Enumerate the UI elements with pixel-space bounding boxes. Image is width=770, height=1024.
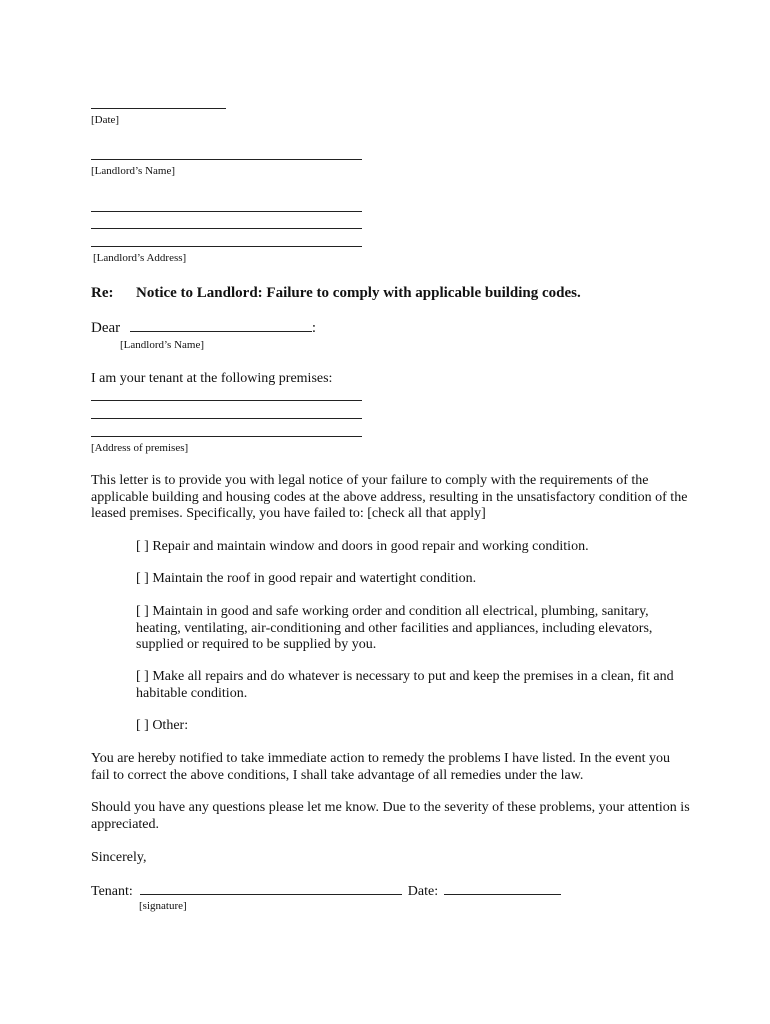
notice-paragraph: This letter is to provide you with legal notice of your failure to comply with the requirements of the applicable building and housing codes at the above address, resulting in the unsatisfactory condition of the leased premises. Specifically, you have failed to: [check all that apply]: [91, 473, 688, 521]
dear-word: Dear: [91, 320, 121, 336]
landlord-address-label: [Landlord’s Address]: [93, 252, 187, 264]
signature-label: [signature]: [139, 900, 187, 912]
checklist-item[interactable]: [ ] Make all repairs and do whatever is necessary to put and keep the premises in a clean, fit and habitable condition.: [136, 669, 674, 701]
action-paragraph: You are hereby notified to take immediate action to remedy the problems I have listed. In the event you fail to correct the above conditions, I shall take advantage of all remedies under the law.: [91, 751, 671, 783]
premises-line-3[interactable]: [91, 436, 362, 437]
tenant-label: Tenant:: [91, 884, 133, 899]
salutation-name-line[interactable]: [130, 319, 312, 332]
checklist-item[interactable]: [ ] Maintain in good and safe working order and condition all electrical, plumbing, sanitary, heating, ventilating, air-conditioning and other facilities and appliances, including elevators, supplied or required to be supplied by you.: [136, 604, 653, 652]
questions-paragraph: Should you have any questions please let me know. Due to the severity of these problems, your attention is appreciated.: [91, 800, 690, 832]
checklist-item[interactable]: [ ] Maintain the roof in good repair and watertight condition.: [136, 571, 477, 586]
landlord-name-line[interactable]: [91, 159, 362, 160]
landlord-address-line-3[interactable]: [91, 246, 362, 247]
salutation-name-label: [Landlord’s Name]: [120, 339, 204, 351]
premises-intro: I am your tenant at the following premises:: [91, 371, 333, 386]
checklist-item[interactable]: [ ] Other:: [136, 718, 189, 733]
premises-line-2[interactable]: [91, 418, 362, 419]
salutation-colon: :: [311, 320, 317, 336]
re-label: Re:: [91, 285, 114, 301]
landlord-address-line-1[interactable]: [91, 211, 362, 212]
landlord-address-line-2[interactable]: [91, 228, 362, 229]
salutation: [91, 319, 316, 337]
premises-line-1[interactable]: [91, 400, 362, 401]
tenant-date-line[interactable]: [444, 882, 561, 895]
landlord-name-label: [Landlord’s Name]: [91, 165, 175, 177]
tenant-date-label: Date:: [407, 884, 439, 899]
premises-address-label: [Address of premises]: [91, 442, 189, 454]
checklist-item[interactable]: [ ] Repair and maintain window and doors in good repair and working condition.: [136, 539, 589, 554]
date-label: [Date]: [91, 114, 120, 126]
tenant-signature-row: [91, 882, 561, 900]
sincerely: Sincerely,: [91, 850, 147, 865]
date-line[interactable]: [91, 108, 226, 109]
subject-title: Notice to Landlord: Failure to comply with applicable building codes.: [136, 285, 581, 301]
tenant-signature-line[interactable]: [140, 882, 402, 895]
